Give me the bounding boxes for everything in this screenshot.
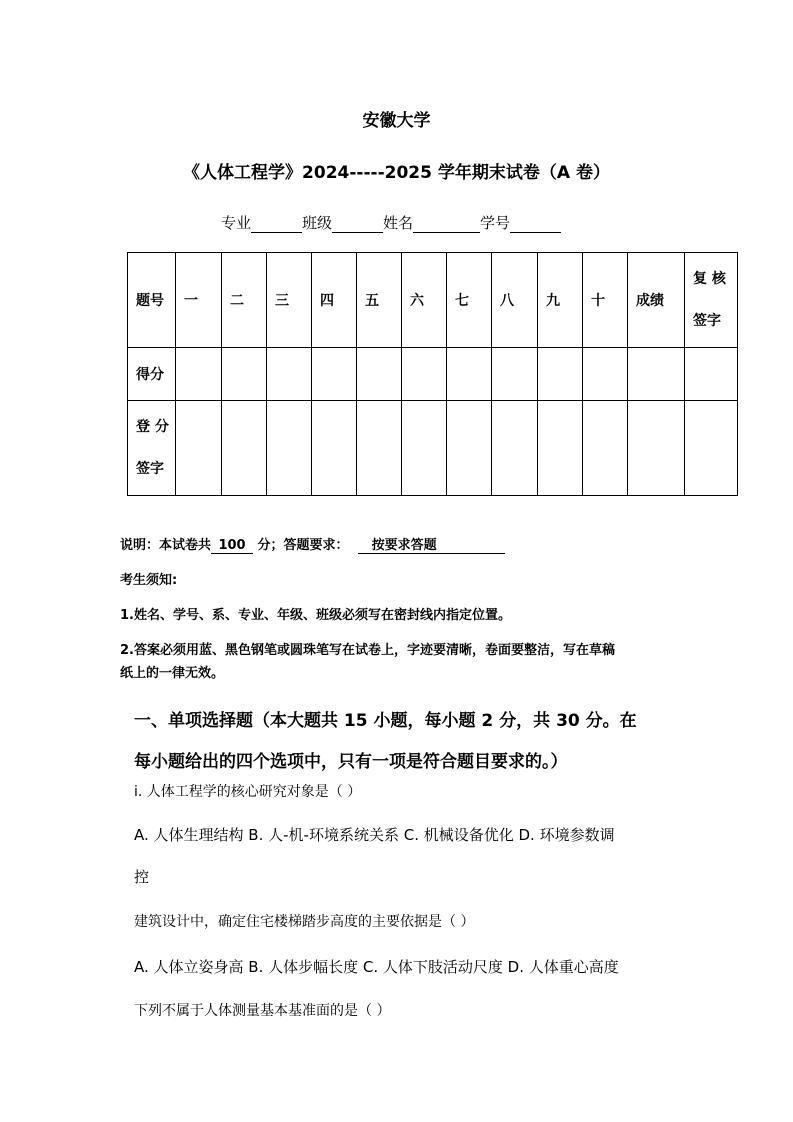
notice-rule-2a: 2.答案必须用蓝、黑色钢笔或圆珠笔写在试卷上，字迹要清晰，卷面要整洁，写在草稿: [120, 643, 615, 658]
score-cell[interactable]: [402, 348, 447, 401]
question-3-stem: 下列不属于人体测量基本基准面的是（ ）: [134, 1003, 391, 1019]
university-name: 安徽大学: [362, 111, 431, 131]
grader-label: 登 分: [136, 419, 169, 435]
section1-title-line1: 一、单项选择题（本大题共 15 小题，每小题 2 分，共 30 分。在: [134, 711, 637, 731]
score-cell[interactable]: [357, 348, 402, 401]
score-cell[interactable]: [312, 348, 357, 401]
sign-cell[interactable]: [583, 401, 628, 496]
question-1-options: A. 人体生理结构 B. 人-机-环境系统关系 C. 机械设备优化 D. 环境参数调: [134, 826, 615, 844]
question-1-stem: i. 人体工程学的核心研究对象是（ ）: [134, 784, 362, 800]
question-2-stem: 建筑设计中，确定住宅楼梯踏步高度的主要依据是（ ）: [134, 914, 475, 930]
id-blank[interactable]: [510, 216, 561, 233]
score-cell[interactable]: [222, 348, 267, 401]
score-cell[interactable]: [492, 348, 538, 401]
score-cell[interactable]: [447, 348, 492, 401]
score-cell[interactable]: [628, 348, 685, 401]
notice-rule-1: 1.姓名、学号、系、专业、年级、班级必须写在密封线内指定位置。: [120, 608, 511, 623]
sign-cell[interactable]: [538, 401, 583, 496]
answer-requirement: 按要求答题: [358, 534, 505, 554]
col-9: 九: [538, 253, 583, 348]
sign-cell[interactable]: [628, 401, 685, 496]
sign-cell[interactable]: [222, 401, 267, 496]
col-review-sign: [685, 253, 738, 348]
score-table: [127, 252, 738, 496]
col-5: 五: [357, 253, 402, 348]
notice-heading: 考生须知:: [120, 573, 178, 588]
sign-cell[interactable]: [685, 401, 738, 496]
question-1-options-cont: 控: [134, 868, 150, 886]
score-cell[interactable]: [583, 348, 628, 401]
row-label-question-no: 题号: [128, 253, 176, 348]
sign-cell[interactable]: [492, 401, 538, 496]
name-blank[interactable]: [413, 216, 480, 233]
row-label-score: 得分: [128, 348, 176, 401]
table-row-score: [128, 348, 738, 401]
sign-cell[interactable]: [176, 401, 222, 496]
col-total: 成绩: [628, 253, 685, 348]
col-10: 十: [583, 253, 628, 348]
row-label-grader-sign: [128, 401, 176, 496]
major-blank[interactable]: [251, 216, 302, 233]
col-1: 一: [176, 253, 222, 348]
class-label: 班级: [302, 214, 333, 232]
sign-cell[interactable]: [402, 401, 447, 496]
table-row-grader-sign: [128, 401, 738, 496]
name-label: 姓名: [383, 214, 414, 232]
section1-title-line2: 每小题给出的四个选项中，只有一项是符合题目要求的。）: [134, 752, 568, 772]
major-label: 专业: [221, 214, 252, 232]
col-7: 七: [447, 253, 492, 348]
score-cell[interactable]: [267, 348, 312, 401]
col-4: 四: [312, 253, 357, 348]
sign-cell[interactable]: [267, 401, 312, 496]
sign-label: 签字: [693, 313, 721, 329]
sign-cell[interactable]: [447, 401, 492, 496]
col-3: 三: [267, 253, 312, 348]
col-6: 六: [402, 253, 447, 348]
class-blank[interactable]: [332, 216, 383, 233]
sign-cell[interactable]: [357, 401, 402, 496]
score-cell[interactable]: [176, 348, 222, 401]
total-score: 100: [211, 538, 253, 554]
review-label: 复 核: [693, 271, 726, 287]
notice-rule-2b: 纸上的一律无效。: [120, 666, 225, 681]
col-8: 八: [492, 253, 538, 348]
description-prefix: 说明：本试卷共: [120, 538, 212, 553]
id-label: 学号: [480, 214, 511, 232]
score-cell[interactable]: [685, 348, 738, 401]
description-mid: 分；答题要求：: [257, 538, 349, 553]
col-2: 二: [222, 253, 267, 348]
exam-description: [120, 534, 505, 554]
question-2-options: A. 人体立姿身高 B. 人体步幅长度 C. 人体下肢活动尺度 D. 人体重心高度: [134, 958, 619, 976]
score-cell[interactable]: [538, 348, 583, 401]
exam-title: 《人体工程学》2024-----2025 学年期末试卷（A 卷）: [183, 163, 610, 183]
sign-cell[interactable]: [312, 401, 357, 496]
student-info-line: [221, 212, 561, 233]
grader-sign-label: 签字: [136, 461, 164, 477]
table-row-question-no: [128, 253, 738, 348]
